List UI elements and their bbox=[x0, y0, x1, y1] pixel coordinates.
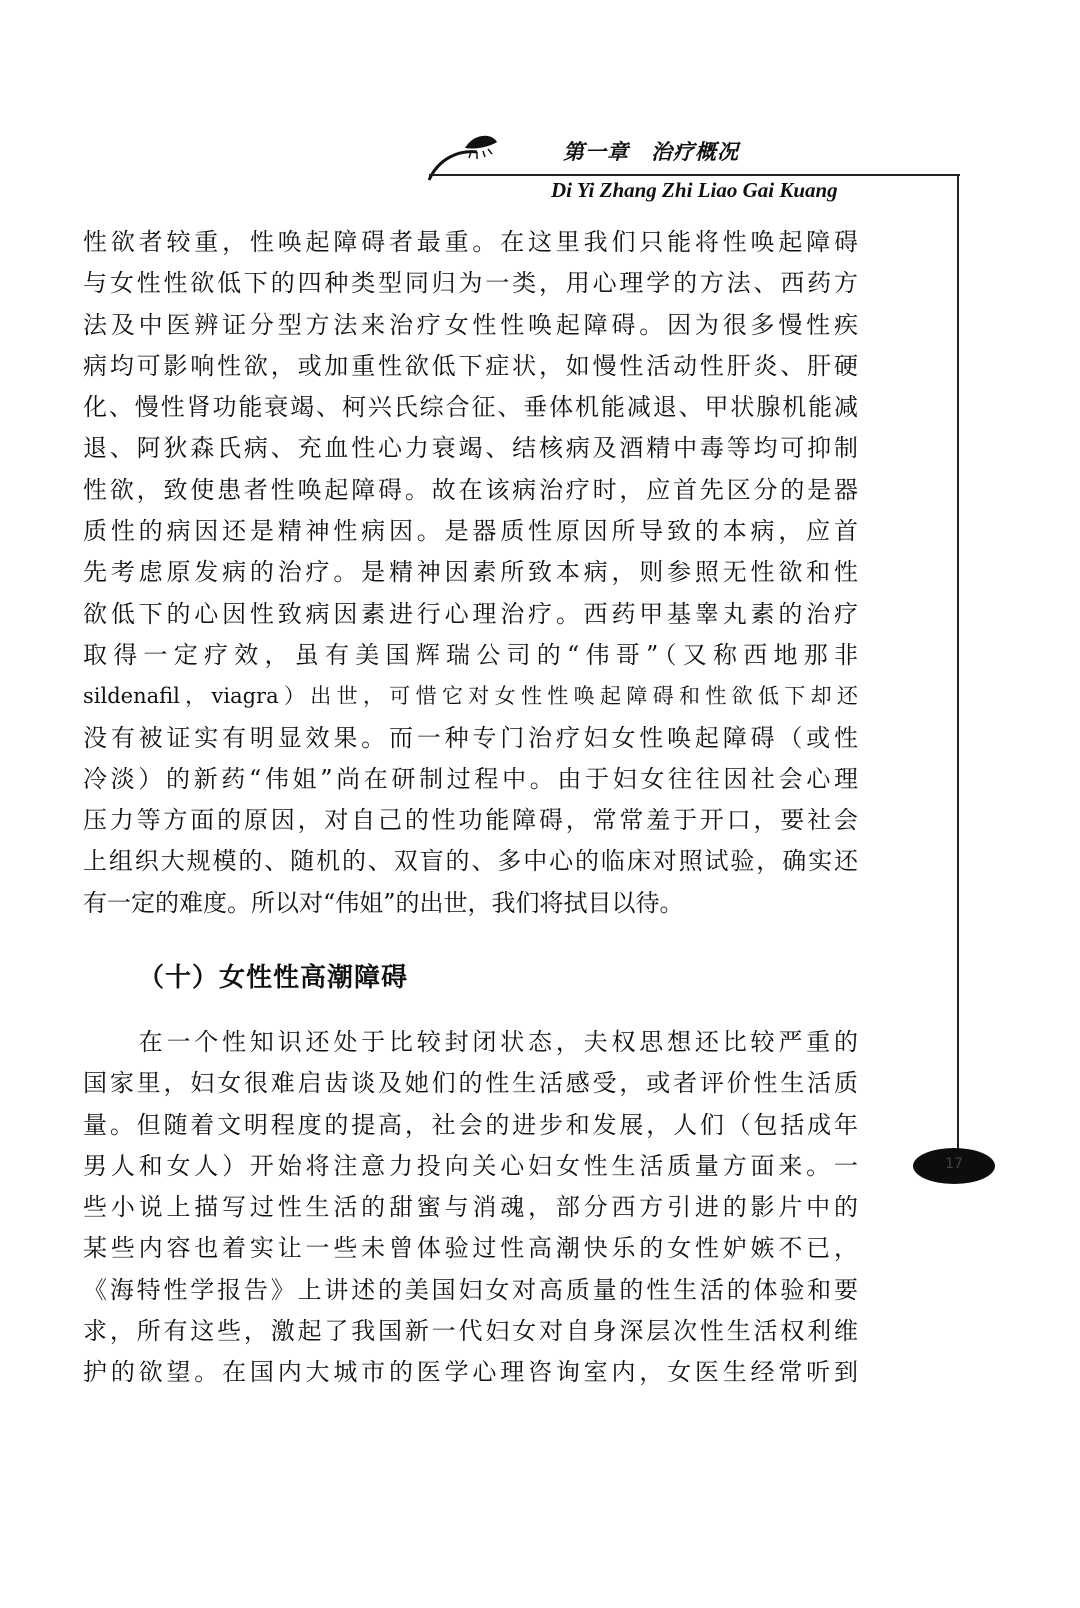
text-line: 些小说上描写过性生活的甜蜜与消魂，部分西方引进的影片中的 bbox=[83, 1193, 858, 1222]
margin-rule bbox=[957, 174, 959, 1174]
paragraph-2 bbox=[83, 1022, 858, 1394]
text-line: 上组织大规模的、随机的、双盲的、多中心的临床对照试验，确实还 bbox=[83, 847, 858, 876]
text-line: 病均可影响性欲，或加重性欲低下症状，如慢性活动性肝炎、肝硬 bbox=[83, 351, 858, 380]
text-line: 国家里，妇女很难启齿谈及她们的性生活感受，或者评价性生活质 bbox=[83, 1069, 858, 1098]
text-line: 有一定的难度。所以对“伟姐”的出世，我们将拭目以待。 bbox=[83, 888, 684, 917]
text-line: 欲低下的心因性致病因素进行心理治疗。西药甲基睾丸素的治疗 bbox=[83, 599, 858, 628]
text-line: 《海特性学报告》上讲述的美国妇女对高质量的性生活的体验和要 bbox=[83, 1275, 858, 1304]
desk-lamp-icon bbox=[425, 128, 525, 188]
text-line: 取得一定疗效，虽有美国辉瑞公司的“伟哥”（又称西地那非 bbox=[83, 640, 858, 669]
text-line: 与女性性欲低下的四种类型同归为一类，用心理学的方法、西药方 bbox=[83, 269, 858, 298]
page-number: 17 bbox=[945, 1156, 963, 1172]
header-rule bbox=[429, 174, 960, 176]
chapter-title: 第一章 治疗概况 bbox=[563, 139, 739, 164]
text-line: 性欲者较重，性唤起障碍者最重。在这里我们只能将性唤起障碍 bbox=[83, 228, 858, 256]
text-line: 法及中医辨证分型方法来治疗女性性唤起障碍。因为很多慢性疾 bbox=[83, 310, 858, 339]
text-line: 质性的病因还是精神性病因。是器质性原因所导致的本病，应首 bbox=[83, 517, 858, 546]
text-line: 求，所有这些，激起了我国新一代妇女对自身深层次性生活权利维 bbox=[83, 1317, 858, 1346]
text-line: 压力等方面的原因，对自己的性功能障碍，常常羞于开口，要社会 bbox=[83, 806, 858, 835]
text-line: 冷淡）的新药“伟姐”尚在研制过程中。由于妇女往往因社会心理 bbox=[83, 764, 858, 793]
text-line: 护的欲望。在国内大城市的医学心理咨询室内，女医生经常听到 bbox=[83, 1358, 858, 1387]
text-line: 退、阿狄森氏病、充血性心力衰竭、结核病及酒精中毒等均可抑制 bbox=[83, 434, 858, 463]
text-line: 男人和女人）开始将注意力投向关心妇女性生活质量方面来。一 bbox=[83, 1151, 858, 1180]
text-line: sildenafil，viagra）出世，可惜它对女性性唤起障碍和性欲低下却还 bbox=[83, 684, 858, 709]
text-line: 先考虑原发病的治疗。是精神因素所致本病，则参照无性欲和性 bbox=[83, 558, 858, 587]
text-line: 在一个性知识还处于比较封闭状态，夫权思想还比较严重的 bbox=[83, 1028, 858, 1056]
paragraph-1 bbox=[83, 222, 858, 924]
text-line: 没有被证实有明显效果。而一种专门治疗妇女性唤起障碍（或性 bbox=[83, 723, 858, 752]
text-line: 化、慢性肾功能衰竭、柯兴氏综合征、垂体机能减退、甲状腺机能减 bbox=[83, 393, 858, 422]
text-line: 性欲，致使患者性唤起障碍。故在该病治疗时，应首先区分的是器 bbox=[83, 475, 858, 504]
text-line: 量。但随着文明程度的提高，社会的进步和发展，人们（包括成年 bbox=[83, 1110, 858, 1139]
section-heading: （十）女性性高潮障碍 bbox=[138, 963, 409, 993]
page-number-tab bbox=[913, 1148, 995, 1184]
chapter-pinyin: Di Yi Zhang Zhi Liao Gai Kuang bbox=[551, 178, 838, 202]
text-line: 某些内容也着实让一些未曾体验过性高潮快乐的女性妒嫉不已， bbox=[83, 1234, 858, 1263]
